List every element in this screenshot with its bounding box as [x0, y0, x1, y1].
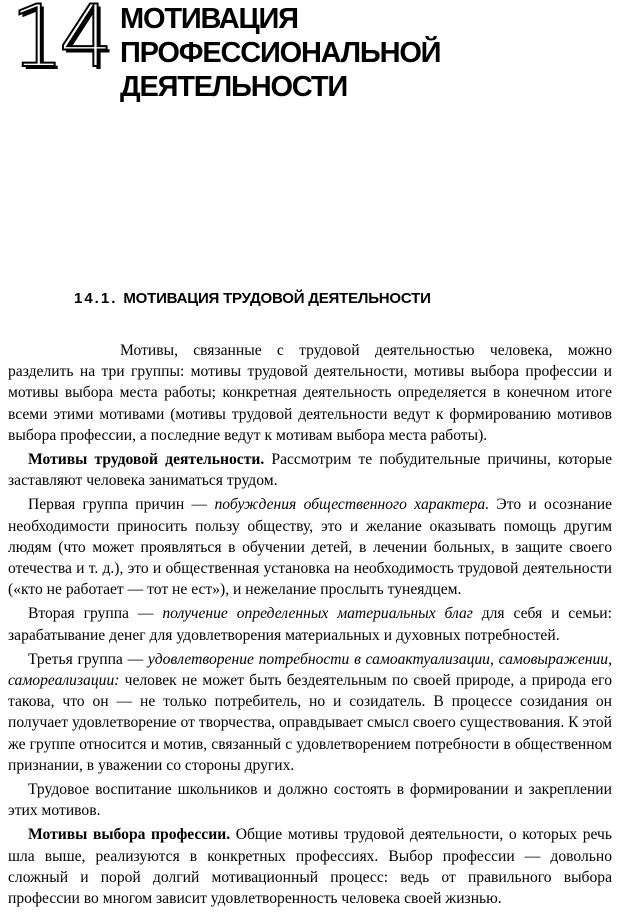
paragraph-text: Это и осознание необходимости приносить пользу обществу, это и желание оказывать помощь другим людям (что может проявляться в обучении детей, в лечении больных, в защите своего отечества и т. д.), это и общественная установка на необходимость трудовой деятельности («кто не работает — тот не ест»), и нежелание прослыть тунеядцем.	[8, 496, 612, 599]
paragraph-emphasis: побуждения общественного характера.	[214, 496, 490, 514]
paragraph-lead: Первая группа причин —	[28, 496, 215, 514]
section-heading	[74, 290, 431, 307]
chapter-title-line: ДЕЯТЕЛЬНОСТИ	[120, 71, 347, 103]
section-title: МОТИВАЦИЯ ТРУДОВОЙ ДЕЯТЕЛЬНОСТИ	[123, 290, 431, 307]
paragraph-profession-motives	[8, 824, 612, 909]
paragraph-text: человек не может быть бездеятельным по своей природе, а природа его такова, что он — не только потребитель, но и созидатель. В процессе созидания он получает удовлетворение от творчества, оправдывает смысл своего существования. К этой же группе относится и мотив, связанный с удовлетворением потребности в общественном признании, в уважении со стороны других.	[8, 672, 612, 774]
paragraph-labor-motives	[8, 449, 612, 491]
paragraph-text: для себя и семьи: зарабатывание денег для удовлетворения материальных и духовных потребностей.	[8, 605, 612, 644]
chapter-title-line: ПРОФЕССИОНАЛЬНОЙ	[120, 37, 441, 69]
paragraph-emphasis: получение определенных материальных благ	[162, 605, 473, 623]
section-number: 14.1.	[74, 290, 118, 307]
paragraph-education	[8, 779, 612, 821]
chapter-title-line: МОТИВАЦИЯ	[120, 3, 298, 35]
paragraph-lead-bold: Мотивы выбора профессии.	[28, 826, 231, 844]
body-text	[8, 340, 612, 909]
paragraph-lead: Вторая группа —	[28, 605, 163, 623]
paragraph-text: Мотивы, связанные с трудовой деятельностью человека, можно разделить на три группы: мотивы трудовой деятельности, мотивы выбора профессии и мотивы выбора места работы; конкретная деятельность определяется в конечном итоге всеми этими мотивами (мотивы трудовой деятельности ведут к формированию мотивов выбора профессии, а последние ведут к мотивам выбора места работы).	[8, 342, 612, 444]
chapter-number: 14	[10, 0, 108, 87]
paragraph-intro	[8, 340, 612, 446]
paragraph-lead-bold: Мотивы трудовой деятельности.	[28, 451, 265, 469]
paragraph-group-two	[8, 603, 612, 645]
paragraph-group-one	[8, 494, 612, 600]
chapter-header	[0, 0, 620, 120]
paragraph-text: Трудовое воспитание школьников и должно состоять в формировании и закреплении этих мотивов.	[8, 781, 612, 820]
paragraph-text: Общие мотивы трудовой деятельности, о которых речь шла выше, реализуются в конкретных профессиях. Выбор профессии — довольно сложный и порой долгий мотивационный процесс: ведь от правильного выбора профессии во многом зависит удовлетворенность человека своей жизнью.	[8, 826, 612, 908]
paragraph-lead: Третья группа —	[28, 650, 148, 668]
paragraph-emphasis: удовлетворение потребности в самоактуализации, самовыражении, самореализации:	[8, 650, 613, 690]
paragraph-group-three	[8, 649, 612, 776]
chapter-title	[120, 2, 440, 104]
paragraph-text: Рассмотрим те побудительные причины, которые заставляют человека заниматься трудом.	[8, 451, 612, 490]
